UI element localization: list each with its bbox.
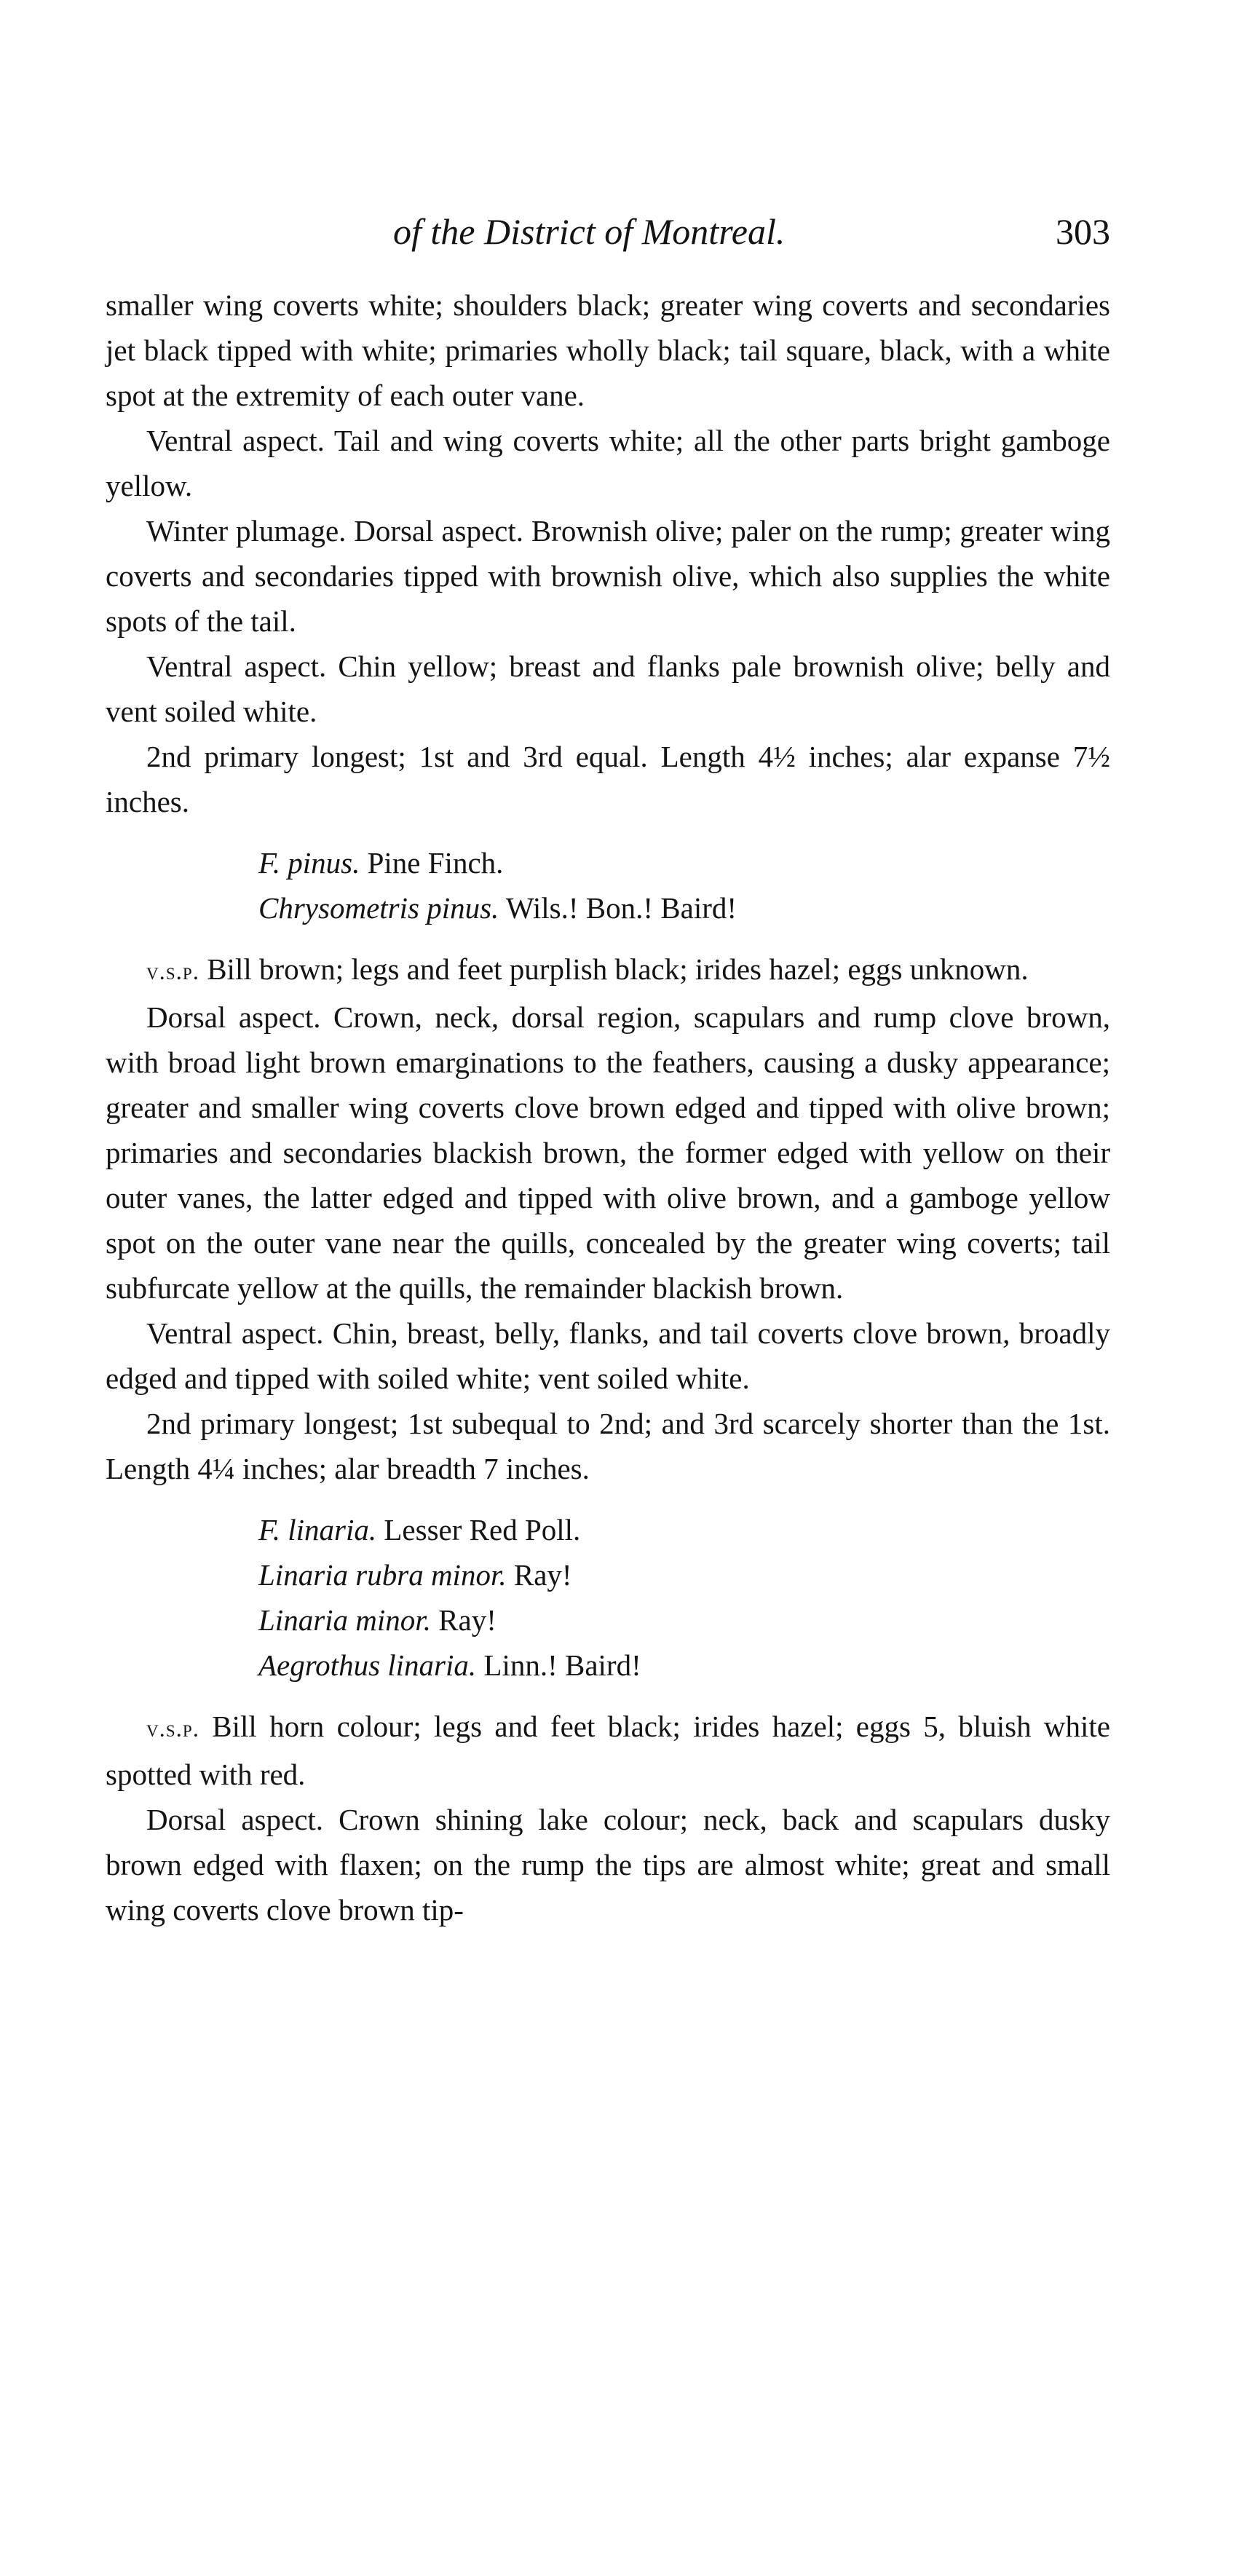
synonym-name: Linaria rubra minor. — [258, 1558, 507, 1592]
book-page — [106, 210, 1110, 1932]
common-name: Pine Finch. — [367, 846, 504, 880]
species-line — [258, 840, 1110, 885]
species-entry-pinus — [106, 840, 1110, 931]
paragraph — [106, 947, 1110, 995]
authority: Linn.! Baird! — [483, 1648, 641, 1682]
synonym-name: Aegrothus linaria. — [258, 1648, 477, 1682]
paragraph-text: Bill brown; legs and feet purplish black; irides hazel; eggs unknown. — [207, 952, 1029, 986]
synonym-line — [258, 1597, 1110, 1643]
species-name: F. pinus. — [258, 846, 360, 880]
page-number: 303 — [1056, 211, 1110, 252]
authority: Wils.! Bon.! Baird! — [505, 891, 737, 925]
vsp-label: v.s.p. — [146, 959, 199, 985]
body-text — [106, 283, 1110, 1932]
paragraph: Winter plumage. Dorsal aspect. Brownish olive; paler on the rump; greater wing coverts and secondaries tipped with brownish olive, which also supplies the white spots of the tail. — [106, 514, 1110, 638]
synonym-name: Chrysometris pinus. — [258, 891, 499, 925]
vsp-label: v.s.p. — [146, 1716, 199, 1742]
paragraph: Dorsal aspect. Crown, neck, dorsal region, scapulars and rump clove brown, with broad light brown emarginations to the feathers, causing a dusky appearance; greater and smaller wing coverts clove brown edged and tipped with olive brown; primaries and secondaries blackish brown, the former edged with yellow on their outer vanes, the latter edged and tipped with olive brown, and a gamboge yellow spot on the outer vane near the quills, concealed by the greater wing coverts; tail subfurcate yellow at the quills, the remainder blackish brown. — [106, 1000, 1110, 1305]
species-name: F. linaria. — [258, 1513, 377, 1546]
page-header — [106, 210, 1110, 253]
paragraph: 2nd primary longest; 1st and 3rd equal. Length 4½ inches; alar expanse 7½ inches. — [106, 740, 1110, 818]
paragraph: 2nd primary longest; 1st subequal to 2nd; and 3rd scarcely shorter than the 1st. Length 4¼ inches; alar breadth 7 inches. — [106, 1407, 1110, 1485]
synonym-line — [258, 1552, 1110, 1597]
paragraph: Ventral aspect. Chin yellow; breast and flanks pale brownish olive; belly and vent soiled white. — [106, 649, 1110, 728]
paragraph: Ventral aspect. Tail and wing coverts white; all the other parts bright gamboge yellow. — [106, 424, 1110, 502]
paragraph — [106, 1704, 1110, 1797]
species-line — [258, 1507, 1110, 1552]
paragraph-text: Bill horn colour; legs and feet black; irides hazel; eggs 5, bluish white spotted with red. — [106, 1710, 1110, 1791]
paragraph: Dorsal aspect. Crown shining lake colour; neck, back and scapulars dusky brown edged with flaxen; on the rump the tips are almost white; great and small wing coverts clove brown tip- — [106, 1803, 1110, 1927]
authority: Ray! — [438, 1603, 497, 1637]
synonym-name: Linaria minor. — [258, 1603, 431, 1637]
synonym-line — [258, 1643, 1110, 1688]
paragraph: Ventral aspect. Chin, breast, belly, flanks, and tail coverts clove brown, broadly edged and tipped with soiled white; vent soiled white. — [106, 1316, 1110, 1395]
species-entry-linaria — [106, 1507, 1110, 1688]
synonym-line — [258, 885, 1110, 931]
paragraph: smaller wing coverts white; shoulders black; greater wing coverts and secondaries jet black tipped with white; primaries wholly black; tail square, black, with a white spot at the extremity of each outer vane. — [106, 288, 1110, 412]
common-name: Lesser Red Poll. — [384, 1513, 581, 1546]
running-title: of the District of Montreal. — [393, 211, 786, 252]
authority: Ray! — [513, 1558, 572, 1592]
